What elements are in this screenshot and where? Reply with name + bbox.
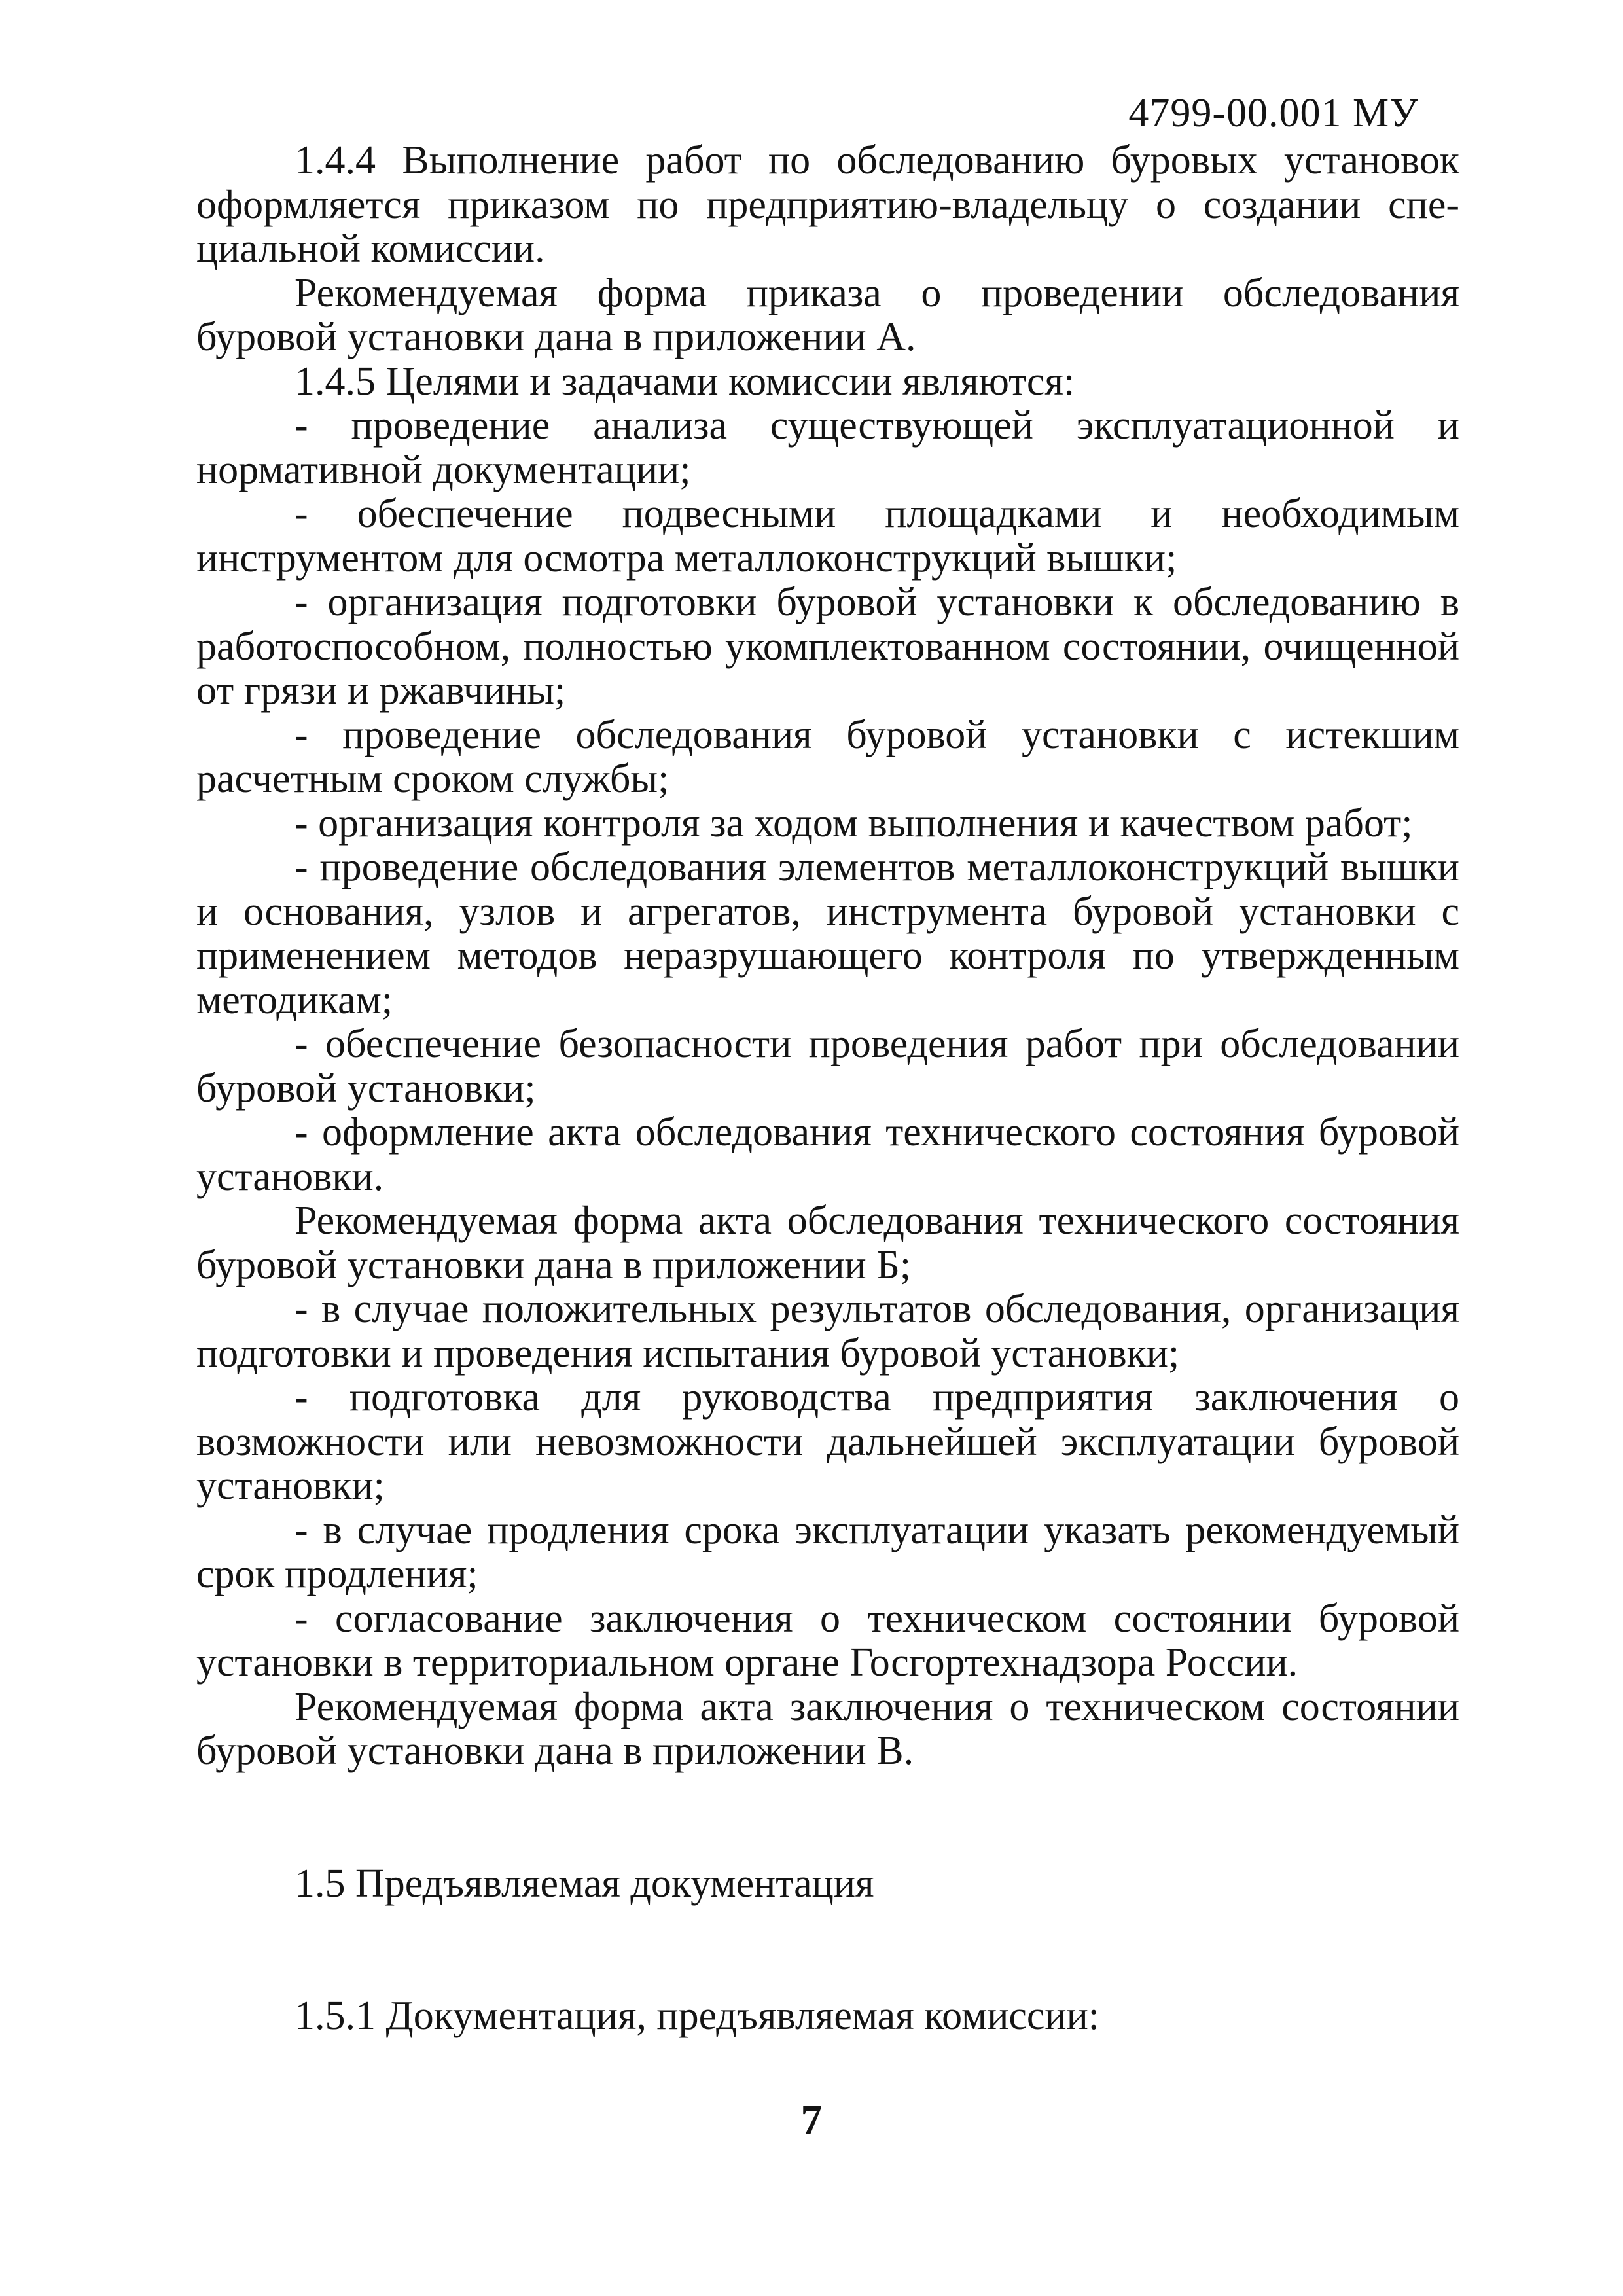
list-item-control: - организация контроля за ходом выполнения и качеством работ; (294, 800, 1413, 846)
list-item-ndt: - проведение обследования элементов металлоконструкций вышки и основания, узлов и агрегатов, инструмента буровой установки с применением методов неразрушающего контроля по утвержденным методикам; (196, 845, 1459, 1022)
section-subheading-1-5-1: 1.5.1 Документация, предъявляемая комиссии: (294, 1994, 1100, 2038)
list-item-platforms: - обеспечение подвесными площадками и необходимым инструментом для осмотра металлоконструкций вышки; (196, 492, 1459, 581)
paragraph-1-4-5: 1.4.5 Целями и задачами комиссии являются: (294, 359, 1075, 404)
list-item-analysis: - проведение анализа существующей эксплуатационной и нормативной документации; (196, 403, 1459, 492)
list-item-act: - оформление акта обследования технического состояния буровой установки. (196, 1110, 1459, 1199)
list-item-conclusion: - подготовка для руководства предприятия заключения о возможности или невозможности дальнейшей эксплуатации буровой установки; (196, 1375, 1459, 1508)
list-item-testing: - в случае положительных результатов обследования, организация подготовки и проведения испытания буровой установки; (196, 1287, 1459, 1376)
document-code: 4799-00.001 МУ (1128, 91, 1419, 135)
paragraph-act-form: Рекомендуемая форма акта обследования технического состояния буровой установки дана в приложении Б; (196, 1198, 1459, 1287)
body-text (196, 139, 1459, 2039)
list-item-safety: - обеспечение безопасности проведения работ при обследовании буровой установки; (196, 1022, 1459, 1111)
paragraph-order-form: Рекомендуемая форма приказа о проведении обследования буровой установки дана в приложении А. (196, 270, 1459, 359)
paragraph-1-4-4: 1.4.4 Выполнение работ по обследованию буровых установок оформляется приказом по предприятию-владельцу о создании специальной комиссии. (196, 138, 1459, 271)
paragraph-conclusion-form: Рекомендуемая форма акта заключения о техническом состоянии буровой установки дана в приложении В. (196, 1684, 1459, 1773)
list-item-inspection: - проведение обследования буровой установки с истекшим расчетным сроком службы; (196, 712, 1459, 801)
list-item-approval: - согласование заключения о техническом состоянии буровой установки в территориальном органе Госгортехнадзора России. (196, 1596, 1459, 1685)
list-item-preparation: - организация подготовки буровой установки к обследованию в работоспособном, полностью укомплектованном состоянии, очищенной от грязи и ржавчины; (196, 580, 1459, 713)
list-item-extension: - в случае продления срока эксплуатации указать рекомендуемый срок продления; (196, 1507, 1459, 1596)
section-heading-1-5: 1.5 Предъявляемая документация (294, 1861, 874, 1906)
page-number: 7 (800, 2096, 823, 2144)
